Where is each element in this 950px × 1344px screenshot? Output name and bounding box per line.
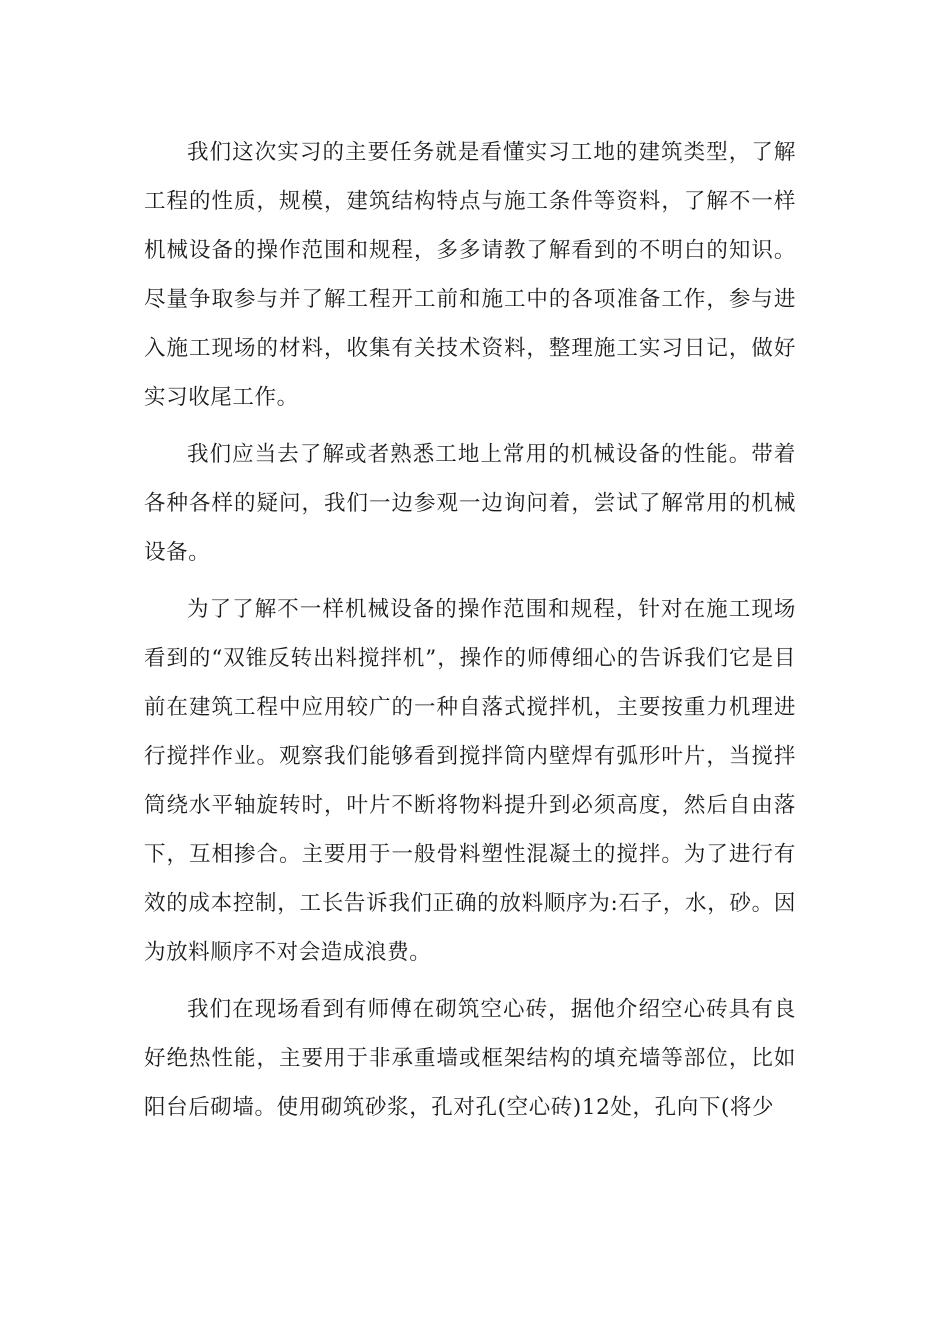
- paragraph-machine-performance: 我们应当去了解或者熟悉工地上常用的机械设备的性能。带着各种各样的疑问，我们一边参观一边询问着，尝试了解常用的机械设备。: [144, 442, 796, 565]
- document-page: [144, 128, 796, 1132]
- paragraph-concrete-mixer: 为了了解不一样机械设备的操作范围和规程，针对在施工现场看到的“双锥反转出料搅拌机”，操作的师傅细心的告诉我们它是目前在建筑工程中应用较广的一种自落式搅拌机，主要按重力机理进行搅拌作业。观察我们能够看到搅拌筒内壁焊有弧形叶片，当搅拌筒绕水平轴旋转时，叶片不断将物料提升到必须高度，然后自由落下，互相掺合。主要用于一般骨料塑性混凝土的搅拌。为了进行有效的成本控制，工长告诉我们正确的放料顺序为:石子，水，砂。因为放料顺序不对会造成浪费。: [144, 597, 796, 965]
- paragraph-hollow-brick: 我们在现场看到有师傅在砌筑空心砖，据他介绍空心砖具有良好绝热性能，主要用于非承重墙或框架结构的填充墙等部位，比如阳台后砌墙。使用砌筑砂浆，孔对孔(空心砖)12处，孔向下(将少: [144, 997, 796, 1120]
- paragraph-internship-tasks: 我们这次实习的主要任务就是看懂实习工地的建筑类型，了解工程的性质，规模，建筑结构特点与施工条件等资料，了解不一样机械设备的操作范围和规程，多多请教了解看到的不明白的知识。尽量争取参与并了解工程开工前和施工中的各项准备工作，参与进入施工现场的材料，收集有关技术资料，整理施工实习日记，做好实习收尾工作。: [144, 140, 796, 410]
